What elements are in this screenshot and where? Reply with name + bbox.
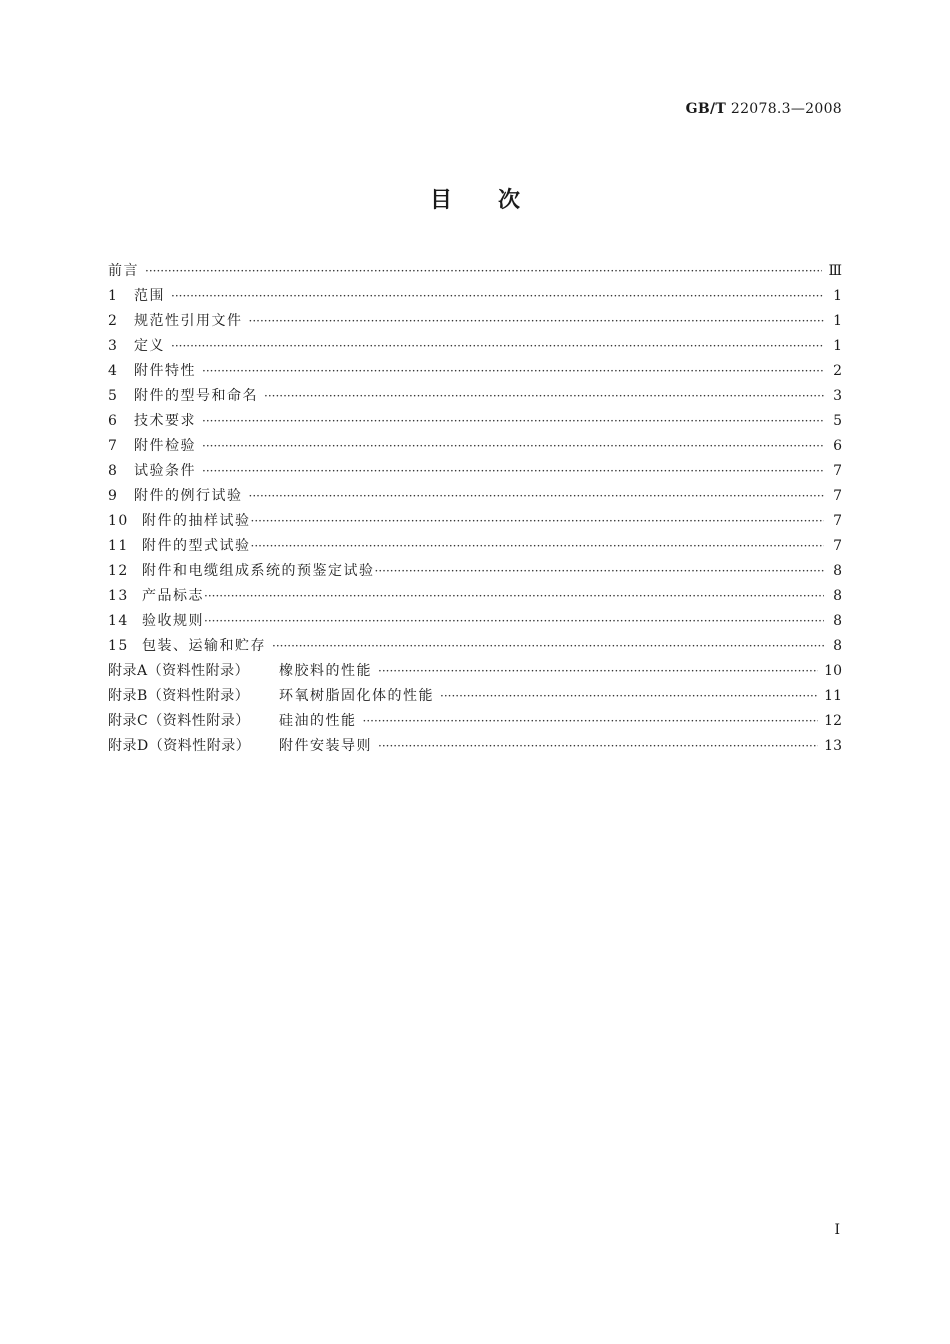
toc-appendix-entry[interactable]	[108, 709, 842, 734]
toc-appendix-entry[interactable]	[108, 659, 842, 684]
toc-entry-page: 8	[833, 638, 842, 654]
dot-leader	[202, 409, 824, 434]
toc-entry-title: 附件的型号和命名	[134, 388, 258, 404]
toc-entry-page: 1	[833, 313, 842, 329]
toc-entry-title: 环氧树脂固化体的性能	[279, 688, 434, 704]
toc-entry-title: 附件的例行试验	[134, 488, 243, 504]
toc-entry-page: 10	[824, 663, 842, 679]
toc-entry[interactable]	[108, 484, 842, 509]
toc-entry-page: 2	[833, 363, 842, 379]
toc-appendix-number: 附录C（资料性附录）	[108, 713, 250, 729]
toc-entry[interactable]	[108, 634, 842, 659]
toc-entry-page: 7	[833, 538, 842, 554]
dot-leader	[249, 309, 825, 334]
toc-entry-title: 附件和电缆组成系统的预鉴定试验	[142, 563, 375, 579]
toc-entry-page: Ⅲ	[828, 263, 842, 279]
toc-entry-title: 技术要求	[134, 413, 196, 429]
toc-entry-title: 橡胶料的性能	[279, 663, 372, 679]
dot-leader	[202, 459, 824, 484]
toc-entry-title: 附件特性	[134, 363, 196, 379]
toc-entry-number: 8	[108, 463, 119, 479]
dot-leader	[378, 659, 818, 684]
toc-entry-number: 7	[108, 438, 119, 454]
toc-appendix-entry[interactable]	[108, 684, 842, 709]
dot-leader	[204, 609, 824, 634]
dot-leader	[272, 634, 824, 659]
toc-entry[interactable]	[108, 359, 842, 384]
dot-leader	[171, 334, 824, 359]
toc-entry-page: 13	[824, 738, 842, 754]
dot-leader	[202, 434, 824, 459]
toc-entry[interactable]	[108, 509, 842, 534]
toc-entry[interactable]	[108, 434, 842, 459]
toc-entry[interactable]	[108, 459, 842, 484]
toc-entry[interactable]	[108, 609, 842, 634]
toc-entry-page: 8	[833, 588, 842, 604]
toc-entry-page: 7	[833, 513, 842, 529]
toc-entry-number: 2	[108, 313, 119, 329]
toc-entry[interactable]	[108, 334, 842, 359]
toc-entry-page: 5	[833, 413, 842, 429]
toc-entry-number: 5	[108, 388, 119, 404]
toc-entry-title: 范围	[134, 288, 165, 304]
toc-entry-number: 11	[108, 538, 129, 554]
toc-title: 目次	[429, 188, 566, 213]
toc-entry-page: 8	[833, 613, 842, 629]
dot-leader	[251, 509, 825, 534]
toc-entry[interactable]	[108, 384, 842, 409]
toc-entry[interactable]	[108, 584, 842, 609]
toc-entry-page: 7	[833, 463, 842, 479]
toc-entry-title: 规范性引用文件	[134, 313, 243, 329]
toc-entry-number: 9	[108, 488, 119, 504]
toc-entry[interactable]	[108, 559, 842, 584]
dot-leader	[145, 259, 822, 284]
toc-appendix-number: 附录A（资料性附录）	[108, 663, 250, 679]
dot-leader	[202, 359, 824, 384]
toc-entry-page: 1	[833, 338, 842, 354]
page-number: I	[834, 1222, 840, 1238]
dot-leader	[264, 384, 824, 409]
toc-entry[interactable]	[108, 284, 842, 309]
toc-entry-page: 12	[824, 713, 842, 729]
toc-entry-title: 硅油的性能	[279, 713, 357, 729]
toc-entry-number: 12	[108, 563, 129, 579]
toc-entry[interactable]	[108, 259, 842, 284]
toc-entry-title: 附件的型式试验	[142, 538, 251, 554]
dot-leader	[204, 584, 824, 609]
toc-entry-page: 8	[833, 563, 842, 579]
toc-entry-number: 14	[108, 613, 129, 629]
dot-leader	[249, 484, 825, 509]
toc-entry-number: 6	[108, 413, 119, 429]
toc-entry-number: 4	[108, 363, 119, 379]
toc-entry-number: 1	[108, 288, 119, 304]
standard-number: 22078.3—2008	[730, 101, 842, 117]
dot-leader	[251, 534, 825, 559]
toc-entry-page: 3	[833, 388, 842, 404]
toc-entry-title: 试验条件	[134, 463, 196, 479]
toc-entry-title: 产品标志	[142, 588, 204, 604]
dot-leader	[378, 734, 818, 759]
toc-entry-number: 15	[108, 638, 129, 654]
toc-entry-page: 6	[833, 438, 842, 454]
toc-entry-title: 定义	[134, 338, 165, 354]
toc-entry-title: 附件的抽样试验	[142, 513, 251, 529]
table-of-contents	[108, 259, 842, 759]
dot-leader	[375, 559, 825, 584]
dot-leader	[440, 684, 818, 709]
toc-entry[interactable]	[108, 409, 842, 434]
toc-entry-title: 附件检验	[134, 438, 196, 454]
standard-prefix: GB/T	[685, 101, 727, 117]
toc-entry-page: 7	[833, 488, 842, 504]
dot-leader	[171, 284, 824, 309]
toc-appendix-number: 附录D（资料性附录）	[108, 738, 251, 754]
toc-entry-number: 10	[108, 513, 129, 529]
toc-entry-title: 包装、运输和贮存	[142, 638, 266, 654]
standard-code	[686, 101, 842, 117]
toc-entry[interactable]	[108, 309, 842, 334]
dot-leader	[363, 709, 819, 734]
toc-entry-number: 3	[108, 338, 119, 354]
toc-entry-number: 13	[108, 588, 129, 604]
toc-appendix-entry[interactable]	[108, 734, 842, 759]
toc-entry-page: 1	[833, 288, 842, 304]
toc-entry-title: 附件安装导则	[279, 738, 372, 754]
toc-entry[interactable]	[108, 534, 842, 559]
toc-entry-title: 前言	[108, 263, 139, 279]
toc-entry-page: 11	[824, 688, 842, 704]
toc-appendix-number: 附录B（资料性附录）	[108, 688, 250, 704]
toc-entry-title: 验收规则	[142, 613, 204, 629]
